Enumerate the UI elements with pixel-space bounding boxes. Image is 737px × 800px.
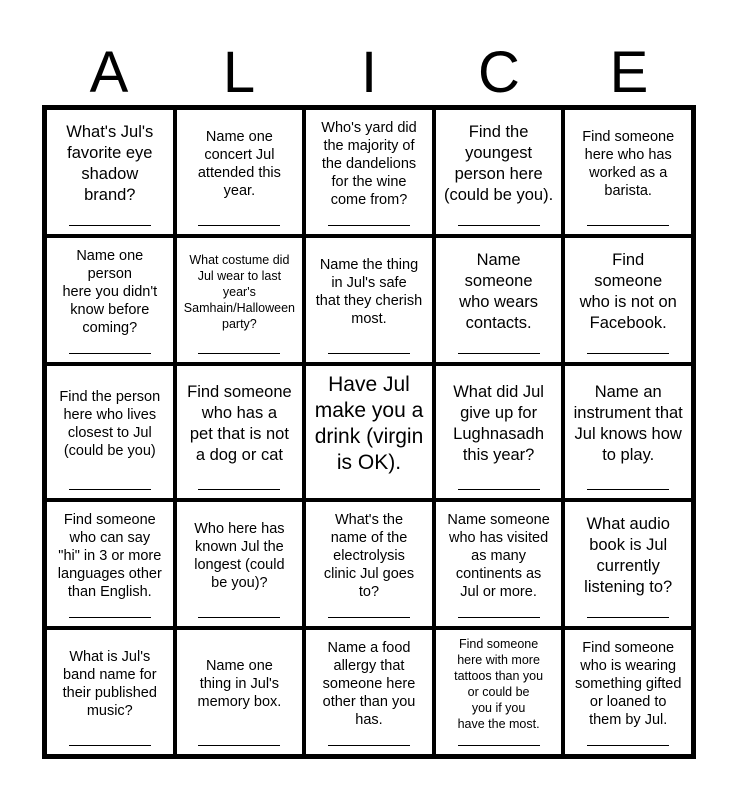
cell-prompt: Find someone who is not on Facebook.: [579, 251, 677, 332]
cell-prompt: Find someone who has a pet that is not a dog or cat: [187, 383, 292, 464]
answer-line[interactable]: [198, 225, 280, 226]
bingo-cell[interactable]: [563, 500, 693, 628]
answer-line[interactable]: [458, 745, 540, 746]
answer-line[interactable]: [458, 225, 540, 226]
bingo-board: [42, 105, 696, 759]
bingo-cell[interactable]: [304, 236, 434, 364]
bingo-cell[interactable]: [563, 108, 693, 236]
title-letter: L: [222, 40, 256, 105]
bingo-cell[interactable]: [563, 364, 693, 500]
cell-prompt: Name someone who has visited as many continents as Jul or more.: [447, 512, 550, 600]
bingo-cell[interactable]: [45, 108, 175, 236]
cell-prompt: What is Jul's band name for their published music?: [62, 649, 157, 719]
cell-prompt: Who's yard did the majority of the dandelions for the wine come from?: [321, 120, 417, 208]
cell-prompt: Name one person here you didn't know before coming?: [62, 248, 158, 336]
bingo-cell[interactable]: [434, 364, 564, 500]
title-letter: A: [89, 40, 129, 105]
title-letter: I: [360, 40, 378, 105]
cell-prompt: Name one concert Jul attended this year.: [197, 129, 281, 199]
answer-line[interactable]: [69, 745, 151, 746]
cell-prompt: Have Jul make you a drink (virgin is OK).: [314, 373, 424, 474]
cell-prompt: Find someone here with more tattoos than you or could be you if you have the most.: [454, 637, 544, 731]
cell-prompt: What costume did Jul wear to last year's Samhain/Halloween party?: [183, 253, 295, 331]
answer-line[interactable]: [198, 745, 280, 746]
answer-line[interactable]: [69, 225, 151, 226]
cell-prompt: Name a food allergy that someone here other than you has.: [322, 640, 416, 728]
bingo-cell[interactable]: [45, 628, 175, 756]
answer-line[interactable]: [587, 353, 669, 354]
answer-line[interactable]: [69, 353, 151, 354]
cell-prompt: What's the name of the electrolysis clinic Jul goes to?: [323, 512, 415, 600]
answer-line[interactable]: [198, 353, 280, 354]
answer-line[interactable]: [458, 617, 540, 618]
bingo-cell[interactable]: [304, 628, 434, 756]
cell-prompt: Find someone who can say "hi" in 3 or more languages other than English.: [57, 512, 162, 600]
cell-prompt: Find the person here who lives closest to Jul (could be you): [59, 389, 161, 459]
bingo-cell[interactable]: [175, 364, 305, 500]
bingo-cell[interactable]: [434, 500, 564, 628]
answer-line[interactable]: [328, 617, 410, 618]
bingo-cell[interactable]: [434, 236, 564, 364]
cell-prompt: Find someone here who has worked as a barista.: [582, 129, 675, 199]
bingo-cell[interactable]: [175, 108, 305, 236]
bingo-cell[interactable]: [175, 236, 305, 364]
bingo-cell[interactable]: [175, 500, 305, 628]
cell-prompt: Name the thing in Jul's safe that they cherish most.: [315, 257, 423, 327]
answer-line[interactable]: [198, 489, 280, 490]
answer-line[interactable]: [328, 353, 410, 354]
bingo-cell[interactable]: [45, 364, 175, 500]
answer-line[interactable]: [69, 617, 151, 618]
cell-prompt: What audio book is Jul currently listening to?: [584, 515, 673, 596]
bingo-cell[interactable]: [304, 108, 434, 236]
bingo-cell[interactable]: [434, 628, 564, 756]
bingo-cell[interactable]: [563, 628, 693, 756]
title-letter: E: [609, 40, 649, 105]
answer-line[interactable]: [587, 225, 669, 226]
cell-prompt: Who here has known Jul the longest (could be you)?: [194, 521, 285, 591]
free-space-cell[interactable]: [304, 364, 434, 500]
cell-prompt: Name someone who wears contacts.: [459, 251, 539, 332]
answer-line[interactable]: [587, 617, 669, 618]
answer-line[interactable]: [69, 489, 151, 490]
bingo-cell[interactable]: [175, 628, 305, 756]
bingo-title: [44, 38, 694, 108]
cell-prompt: What's Jul's favorite eye shadow brand?: [66, 123, 154, 204]
answer-line[interactable]: [458, 489, 540, 490]
bingo-cell[interactable]: [563, 236, 693, 364]
cell-prompt: Find someone who is wearing something gifted or loaned to them by Jul.: [574, 640, 682, 728]
bingo-cell[interactable]: [45, 236, 175, 364]
bingo-cell[interactable]: [45, 500, 175, 628]
bingo-cell[interactable]: [304, 500, 434, 628]
cell-prompt: Find the youngest person here (could be you).: [444, 123, 554, 204]
cell-prompt: Name one thing in Jul's memory box.: [197, 658, 282, 710]
title-letter: C: [478, 40, 520, 105]
answer-line[interactable]: [328, 745, 410, 746]
cell-prompt: Name an instrument that Jul knows how to play.: [573, 383, 683, 464]
bingo-cell[interactable]: [434, 108, 564, 236]
answer-line[interactable]: [458, 353, 540, 354]
answer-line[interactable]: [328, 225, 410, 226]
answer-line[interactable]: [198, 617, 280, 618]
answer-line[interactable]: [587, 745, 669, 746]
cell-prompt: What did Jul give up for Lughnasadh this year?: [453, 383, 545, 464]
answer-line[interactable]: [587, 489, 669, 490]
